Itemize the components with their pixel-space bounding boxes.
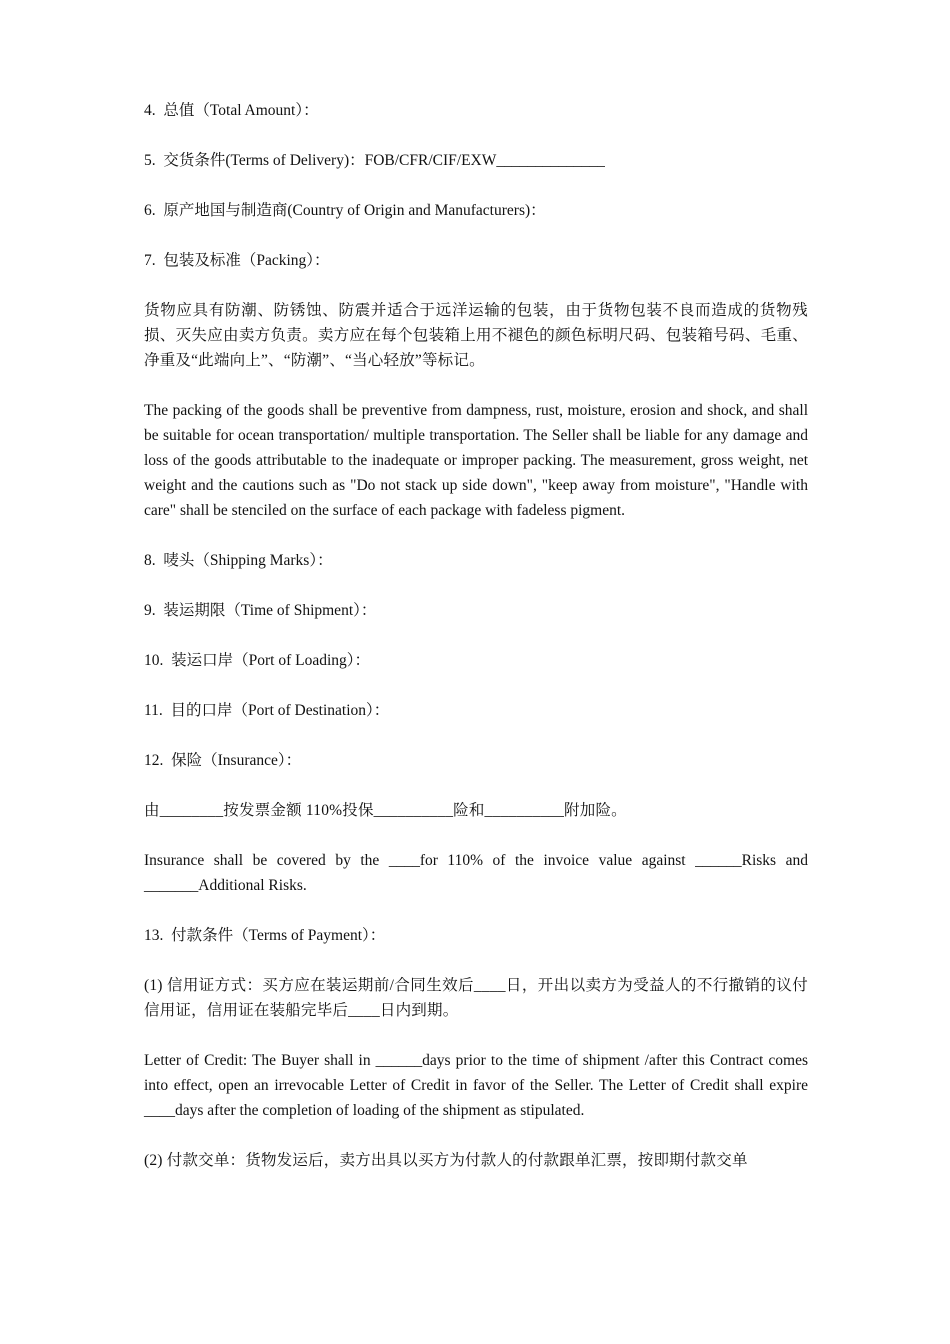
clause-insurance: 12. 保险（Insurance）： [144, 752, 302, 769]
clause-port-of-loading: 10. 装运口岸（Port of Loading）： [144, 652, 371, 669]
clause-terms-of-payment: 13. 付款条件（Terms of Payment）： [144, 927, 386, 944]
clause-terms-of-delivery: 5. 交货条件(Terms of Delivery)：FOB/CFR/CIF/EXW______________ [144, 152, 605, 169]
packing-paragraph-en: The packing of the goods shall be preventive from dampness, rust, moisture, erosion and shock, and shall be suitable for ocean transportation/ multiple transportation. The Seller shall be liable for any damage and loss of the goods attributable to the inadequate or improper packing. The measurement, gross weight, net weight and the cautions such as "Do not stack up side down", "keep away from moisture", "Handle with care" shall be stenciled on the surface of each package with fadeless pigment. [144, 402, 808, 519]
packing-paragraph-cn: 货物应具有防潮、防锈蚀、防震并适合于远洋运输的包装，由于货物包装不良而造成的货物残损、灭失应由卖方负责。卖方应在每个包装箱上用不褪色的颜色标明尺码、包装箱号码、毛重、净重及“此端向上”、“防潮”、“当心轻放”等标记。 [144, 302, 808, 369]
insurance-paragraph-cn: 由________按发票金额 110%投保__________险和__________附加险。 [144, 802, 627, 819]
clause-country-of-origin: 6. 原产地国与制造商(Country of Origin and Manufacturers)： [144, 202, 546, 219]
insurance-paragraph-en: Insurance shall be covered by the ____for 110% of the invoice value against ______Risks and _______Additional Risks. [144, 852, 808, 894]
documents-against-payment-paragraph-cn: (2) 付款交单：货物发运后，卖方出具以买方为付款人的付款跟单汇票，按即期付款交单 [144, 1152, 748, 1169]
letter-of-credit-paragraph-cn: (1) 信用证方式：买方应在装运期前/合同生效后____日，开出以卖方为受益人的不行撤销的议付信用证，信用证在装船完毕后____日内到期。 [144, 977, 808, 1019]
clause-shipping-marks: 8. 唛头（Shipping Marks）： [144, 552, 333, 569]
document-body [144, 98, 808, 1173]
letter-of-credit-paragraph-en: Letter of Credit: The Buyer shall in ______days prior to the time of shipment /after this Contract comes into effect, open an irrevocable Letter of Credit in favor of the Seller. The Letter of Credit shall expire ____days after the completion of loading of the shipment as stipulated. [144, 1052, 808, 1119]
clause-port-of-destination: 11. 目的口岸（Port of Destination）： [144, 702, 390, 719]
clause-packing: 7. 包装及标准（Packing）： [144, 252, 330, 269]
clause-total-amount: 4. 总值（Total Amount）： [144, 102, 319, 119]
clause-time-of-shipment: 9. 装运期限（Time of Shipment）： [144, 602, 377, 619]
